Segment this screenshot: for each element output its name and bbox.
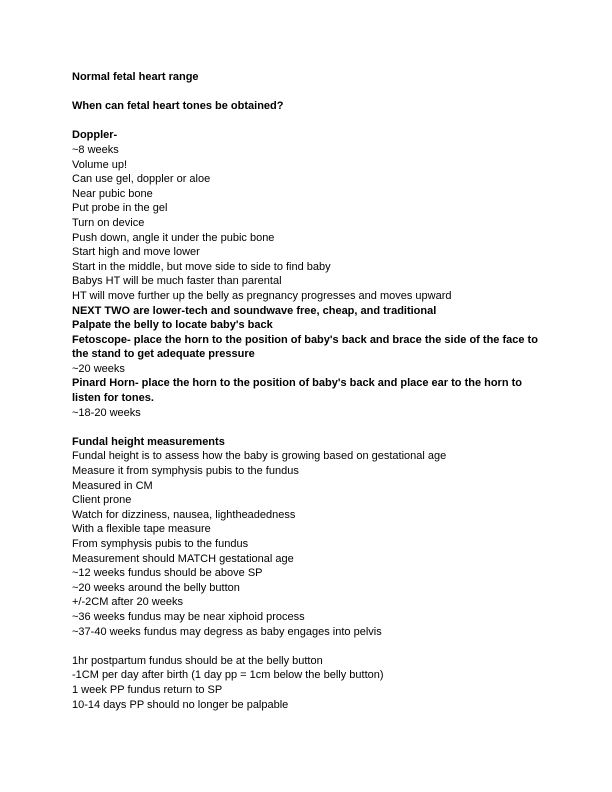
fundal-line: Measured in CM xyxy=(72,479,153,492)
postpartum-line: -1CM per day after birth (1 day pp = 1cm below the belly button) xyxy=(72,669,384,682)
postpartum-line: 10-14 days PP should no longer be palpable xyxy=(72,698,289,711)
fetoscope-weeks: ~20 weeks xyxy=(72,362,125,375)
fundal-title: Fundal height measurements xyxy=(72,435,225,448)
doppler-line: Push down, angle it under the pubic bone xyxy=(72,231,275,244)
spacer xyxy=(72,639,544,654)
doppler-line: Start in the middle, but move side to side to find baby xyxy=(72,260,331,273)
pinard-weeks: ~18-20 weeks xyxy=(72,406,141,419)
spacer xyxy=(72,114,544,129)
fundal-line: ~20 weeks around the belly button xyxy=(72,581,240,594)
spacer xyxy=(72,85,544,100)
doppler-line: Start high and move lower xyxy=(72,246,200,259)
fundal-line: ~37-40 weeks fundus may degress as baby engages into pelvis xyxy=(72,625,382,638)
doppler-line: ~8 weeks xyxy=(72,143,119,156)
fundal-line: With a flexible tape measure xyxy=(72,523,211,536)
document-page xyxy=(72,70,544,712)
postpartum-line: 1 week PP fundus return to SP xyxy=(72,683,223,696)
doppler-line: Babys HT will be much faster than parental xyxy=(72,275,282,288)
fundal-line: Measure it from symphysis pubis to the fundus xyxy=(72,465,299,478)
doppler-line: Can use gel, doppler or aloe xyxy=(72,173,211,186)
heading-fetal-heart-tones: When can fetal heart tones be obtained? xyxy=(72,100,284,113)
doppler-line: Turn on device xyxy=(72,216,145,229)
fundal-line: Measurement should MATCH gestational age xyxy=(72,552,294,565)
fundal-line: Fundal height is to assess how the baby is growing based on gestational age xyxy=(72,450,447,463)
doppler-line: HT will move further up the belly as pregnancy progresses and moves upward xyxy=(72,289,452,302)
doppler-title: Doppler- xyxy=(72,129,118,142)
fundal-line: Watch for dizziness, nausea, lightheadedness xyxy=(72,508,296,521)
fundal-line: Client prone xyxy=(72,494,132,507)
spacer xyxy=(72,420,544,435)
palpate-note: Palpate the belly to locate baby's back xyxy=(72,319,273,332)
fundal-line: ~36 weeks fundus may be near xiphoid process xyxy=(72,610,305,623)
doppler-line: Put probe in the gel xyxy=(72,202,168,215)
doppler-line: Volume up! xyxy=(72,158,128,171)
heading-normal-fetal-heart-range: Normal fetal heart range xyxy=(72,71,199,83)
postpartum-line: 1hr postpartum fundus should be at the belly button xyxy=(72,654,323,667)
next-two-note: NEXT TWO are lower-tech and soundwave free, cheap, and traditional xyxy=(72,304,437,317)
fetoscope-note: Fetoscope- place the horn to the position of baby's back and brace the side of the face to the stand to get adequate pressure xyxy=(72,333,538,361)
fundal-line: From symphysis pubis to the fundus xyxy=(72,538,249,550)
fundal-line: +/-2CM after 20 weeks xyxy=(72,596,183,609)
pinard-horn-note: Pinard Horn- place the horn to the position of baby's back and place ear to the horn to listen for tones. xyxy=(72,377,522,405)
doppler-line: Near pubic bone xyxy=(72,187,153,200)
fundal-line: ~12 weeks fundus should be above SP xyxy=(72,567,263,580)
